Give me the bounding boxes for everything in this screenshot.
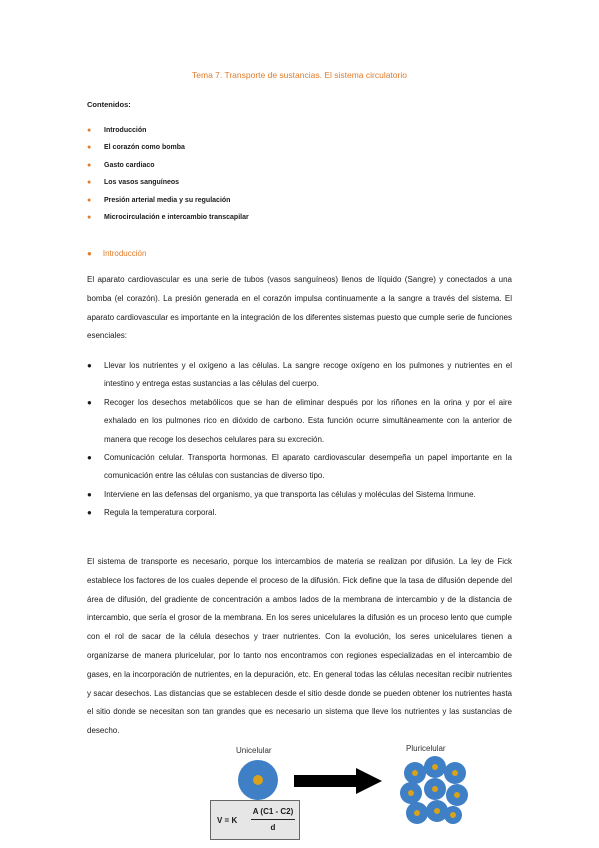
nucleus [253, 775, 263, 785]
list-item: ● Llevar los nutrientes y el oxígeno a las células. La sangre recoge oxígeno en los pulmones y nutrientes en el intestino y entrega estas sustancias a las células del cuerpo. [87, 361, 512, 389]
paragraph: El sistema de transporte es necesario, porque los intercambios de materia se realizan por difusión. La ley de Fick establece los factores de los cuales depende el proceso de la difusión. Fick define que la tasa de difusión depende del área de difusión, del gradiente de concentración a ambos lados de la membrana de intercambio y de la distancia de intercambio, que sería el grosor de la membrana. En los seres unicelulares la difusión es un proceso lento que cumple con el rol de sacar de la célula desechos y traer nutrientes. Con la evolución, los seres unicelulares tienen a organizarse de manera pluricelular, por lo tanto nos encontramos con regiones especializadas en el intercambio de gases, en la incorporación de nutrientes, en la depuración, etc. En general todas las células necesitan recibir nutrientes y sacar desechos. Las distancias que se establecen desde el sitio desde donde se pueden obtener los nutrientes hasta el sitio donde se necesitan son tan grandes que es necesario un sistema que lleve los nutrientes y las sustancias de desecho. [87, 557, 512, 736]
formula-denominator: d [270, 823, 276, 832]
toc-item: ● El corazón como bomba [87, 144, 185, 152]
section-heading: ● Introducción [87, 249, 147, 258]
page-title: Tema 7. Transporte de sustancias. El sistema circulatorio [192, 70, 407, 80]
table-of-contents [87, 126, 249, 230]
paragraph: El aparato cardiovascular es una serie de tubos (vasos sanguíneos) llenos de líquido (Sangre) y conectados a una bomba (el corazón). La presión generada en el corazón impulsa continuamente a la sangre a través del sistema. El aparato cardiovascular es importante en la integración de los diferentes sistemas puesto que cumple serie de funciones esenciales: [87, 275, 512, 341]
formula-lhs: V = K [217, 816, 238, 825]
list-item: ● Comunicación celular. Transporta hormonas. El aparato cardiovascular desempeña un papel importante en la comunicación entre las células con sustancias de diverso tipo. [87, 453, 512, 481]
arrow-right-icon [294, 768, 382, 794]
list-item: ● Regula la temperatura corporal. [87, 508, 217, 518]
list-item: ● Interviene en las defensas del organismo, ya que transporta las células y moléculas del Sistema Inmune. [87, 489, 476, 499]
pluricellular-cluster [400, 756, 470, 826]
formula-numerator: A (C1 - C2) [252, 807, 294, 816]
fraction-bar [251, 819, 295, 820]
toc-item: ● Presión arterial media y su regulación [87, 196, 231, 204]
contents-heading: Contenidos: [87, 100, 131, 109]
function-list [87, 357, 512, 523]
toc-item: ● Microcirculación e intercambio transcapilar [87, 213, 249, 221]
pluricellular-label: Pluricelular [406, 744, 446, 753]
fick-formula [210, 800, 300, 840]
toc-item: ● Los vasos sanguíneos [87, 179, 180, 187]
list-item: ● Recoger los desechos metabólicos que se han de eliminar después por los riñones en la orina y por el aire exhalado en los pulmones rico en dióxido de carbono. Esta función ocurre simultáneamente con la anterior de manera que recoge los desechos celulares para su excreción. [87, 397, 512, 444]
unicellular-cell [238, 760, 278, 800]
unicellular-label: Unicelular [236, 746, 272, 755]
toc-item: ● Introducción [87, 127, 147, 134]
toc-item: ● Gasto cardiaco [87, 161, 155, 169]
